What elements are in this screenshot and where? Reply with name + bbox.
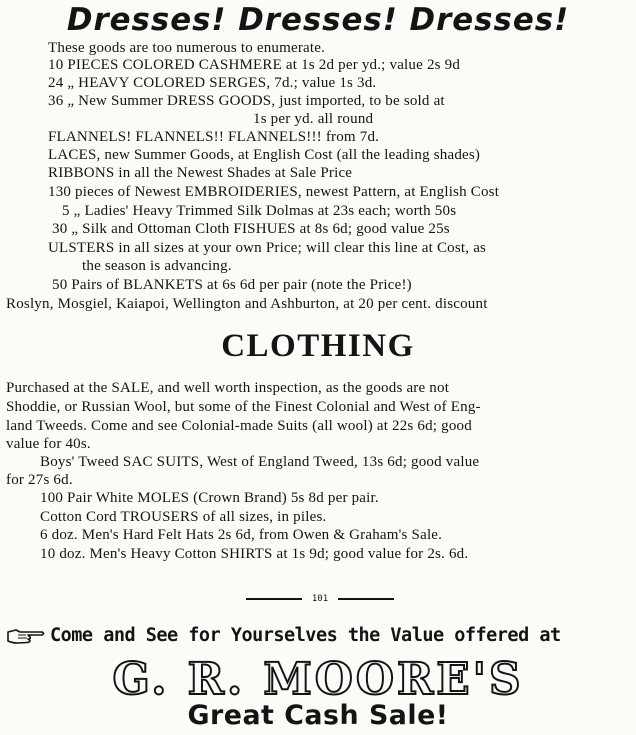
dresses-line: 10 PIECES COLORED CASHMERE at 1s 2d per yd.; value 2s 9d: [48, 57, 461, 73]
clothing-line: Shoddie, or Russian Wool, but some of the Finest Colonial and West of Eng-: [6, 399, 481, 415]
dresses-line: RIBBONS in all the Newest Shades at Sale Price: [48, 165, 353, 181]
pointing-hand-icon: [6, 626, 46, 646]
clothing-line: land Tweeds. Come and see Colonial-made Suits (all wool) at 22s 6d; good: [6, 418, 472, 434]
section-divider: [246, 592, 394, 606]
clothing-line: 6 doz. Men's Hard Felt Hats 2s 6d, from Owen & Graham's Sale.: [40, 527, 443, 543]
clothing-line: 100 Pair White MOLES (Crown Brand) 5s 8d per pair.: [40, 490, 379, 506]
dresses-line: 36 „ New Summer DRESS GOODS, just imported, to be sold at: [48, 93, 445, 109]
divider-mark: 101: [311, 594, 329, 604]
clothing-line: Cotton Cord TROUSERS of all sizes, in piles.: [40, 509, 327, 525]
dresses-line: FLANNELS! FLANNELS!! FLANNELS!!! from 7d.: [48, 129, 380, 145]
clothing-line: for 27s 6d.: [6, 472, 73, 488]
dresses-heading: Dresses! Dresses! Dresses!: [66, 2, 570, 38]
clothing-line: Purchased at the SALE, and well worth inspection, as the goods are not: [6, 380, 450, 396]
dresses-line: 1s per yd. all round: [253, 111, 374, 127]
clothing-line: 10 doz. Men's Heavy Cotton SHIRTS at 1s 9d; good value for 2s. 6d.: [40, 546, 469, 562]
dresses-line: the season is advancing.: [82, 258, 232, 274]
dresses-line: Roslyn, Mosgiel, Kaiapoi, Wellington and Ashburton, at 20 per cent. discount: [6, 296, 488, 312]
dresses-line: LACES, new Summer Goods, at English Cost (all the leading shades): [48, 147, 481, 163]
clothing-title: CLOTHING: [221, 328, 415, 364]
divider-rule-right: [338, 598, 394, 600]
clothing-line: Boys' Tweed SAC SUITS, West of England Tweed, 13s 6d; good value: [40, 454, 480, 470]
brand-name: G. R. MOORE'S: [112, 654, 524, 705]
clothing-line: value for 40s.: [6, 436, 91, 452]
dresses-line: 5 „ Ladies' Heavy Trimmed Silk Dolmas at 23s each; worth 50s: [62, 203, 457, 219]
slogan-text: Come and See for Yourselves the Value offered at: [50, 625, 561, 646]
dresses-line: 130 pieces of Newest EMBROIDERIES, newest Pattern, at English Cost: [48, 184, 500, 200]
dresses-line: ULSTERS in all sizes at your own Price; will clear this line at Cost, as: [48, 240, 487, 256]
divider-rule-left: [246, 598, 302, 600]
dresses-line: 30 „ Silk and Ottoman Cloth FISHUES at 8s 6d; good value 25s: [52, 221, 450, 237]
sale-subtitle: Great Cash Sale!: [187, 700, 449, 731]
dresses-line: 24 „ HEAVY COLORED SERGES, 7d.; value 1s 3d.: [48, 75, 377, 91]
dresses-line: These goods are too numerous to enumerate.: [48, 40, 326, 56]
dresses-line: 50 Pairs of BLANKETS at 6s 6d per pair (note the Price!): [52, 277, 412, 293]
